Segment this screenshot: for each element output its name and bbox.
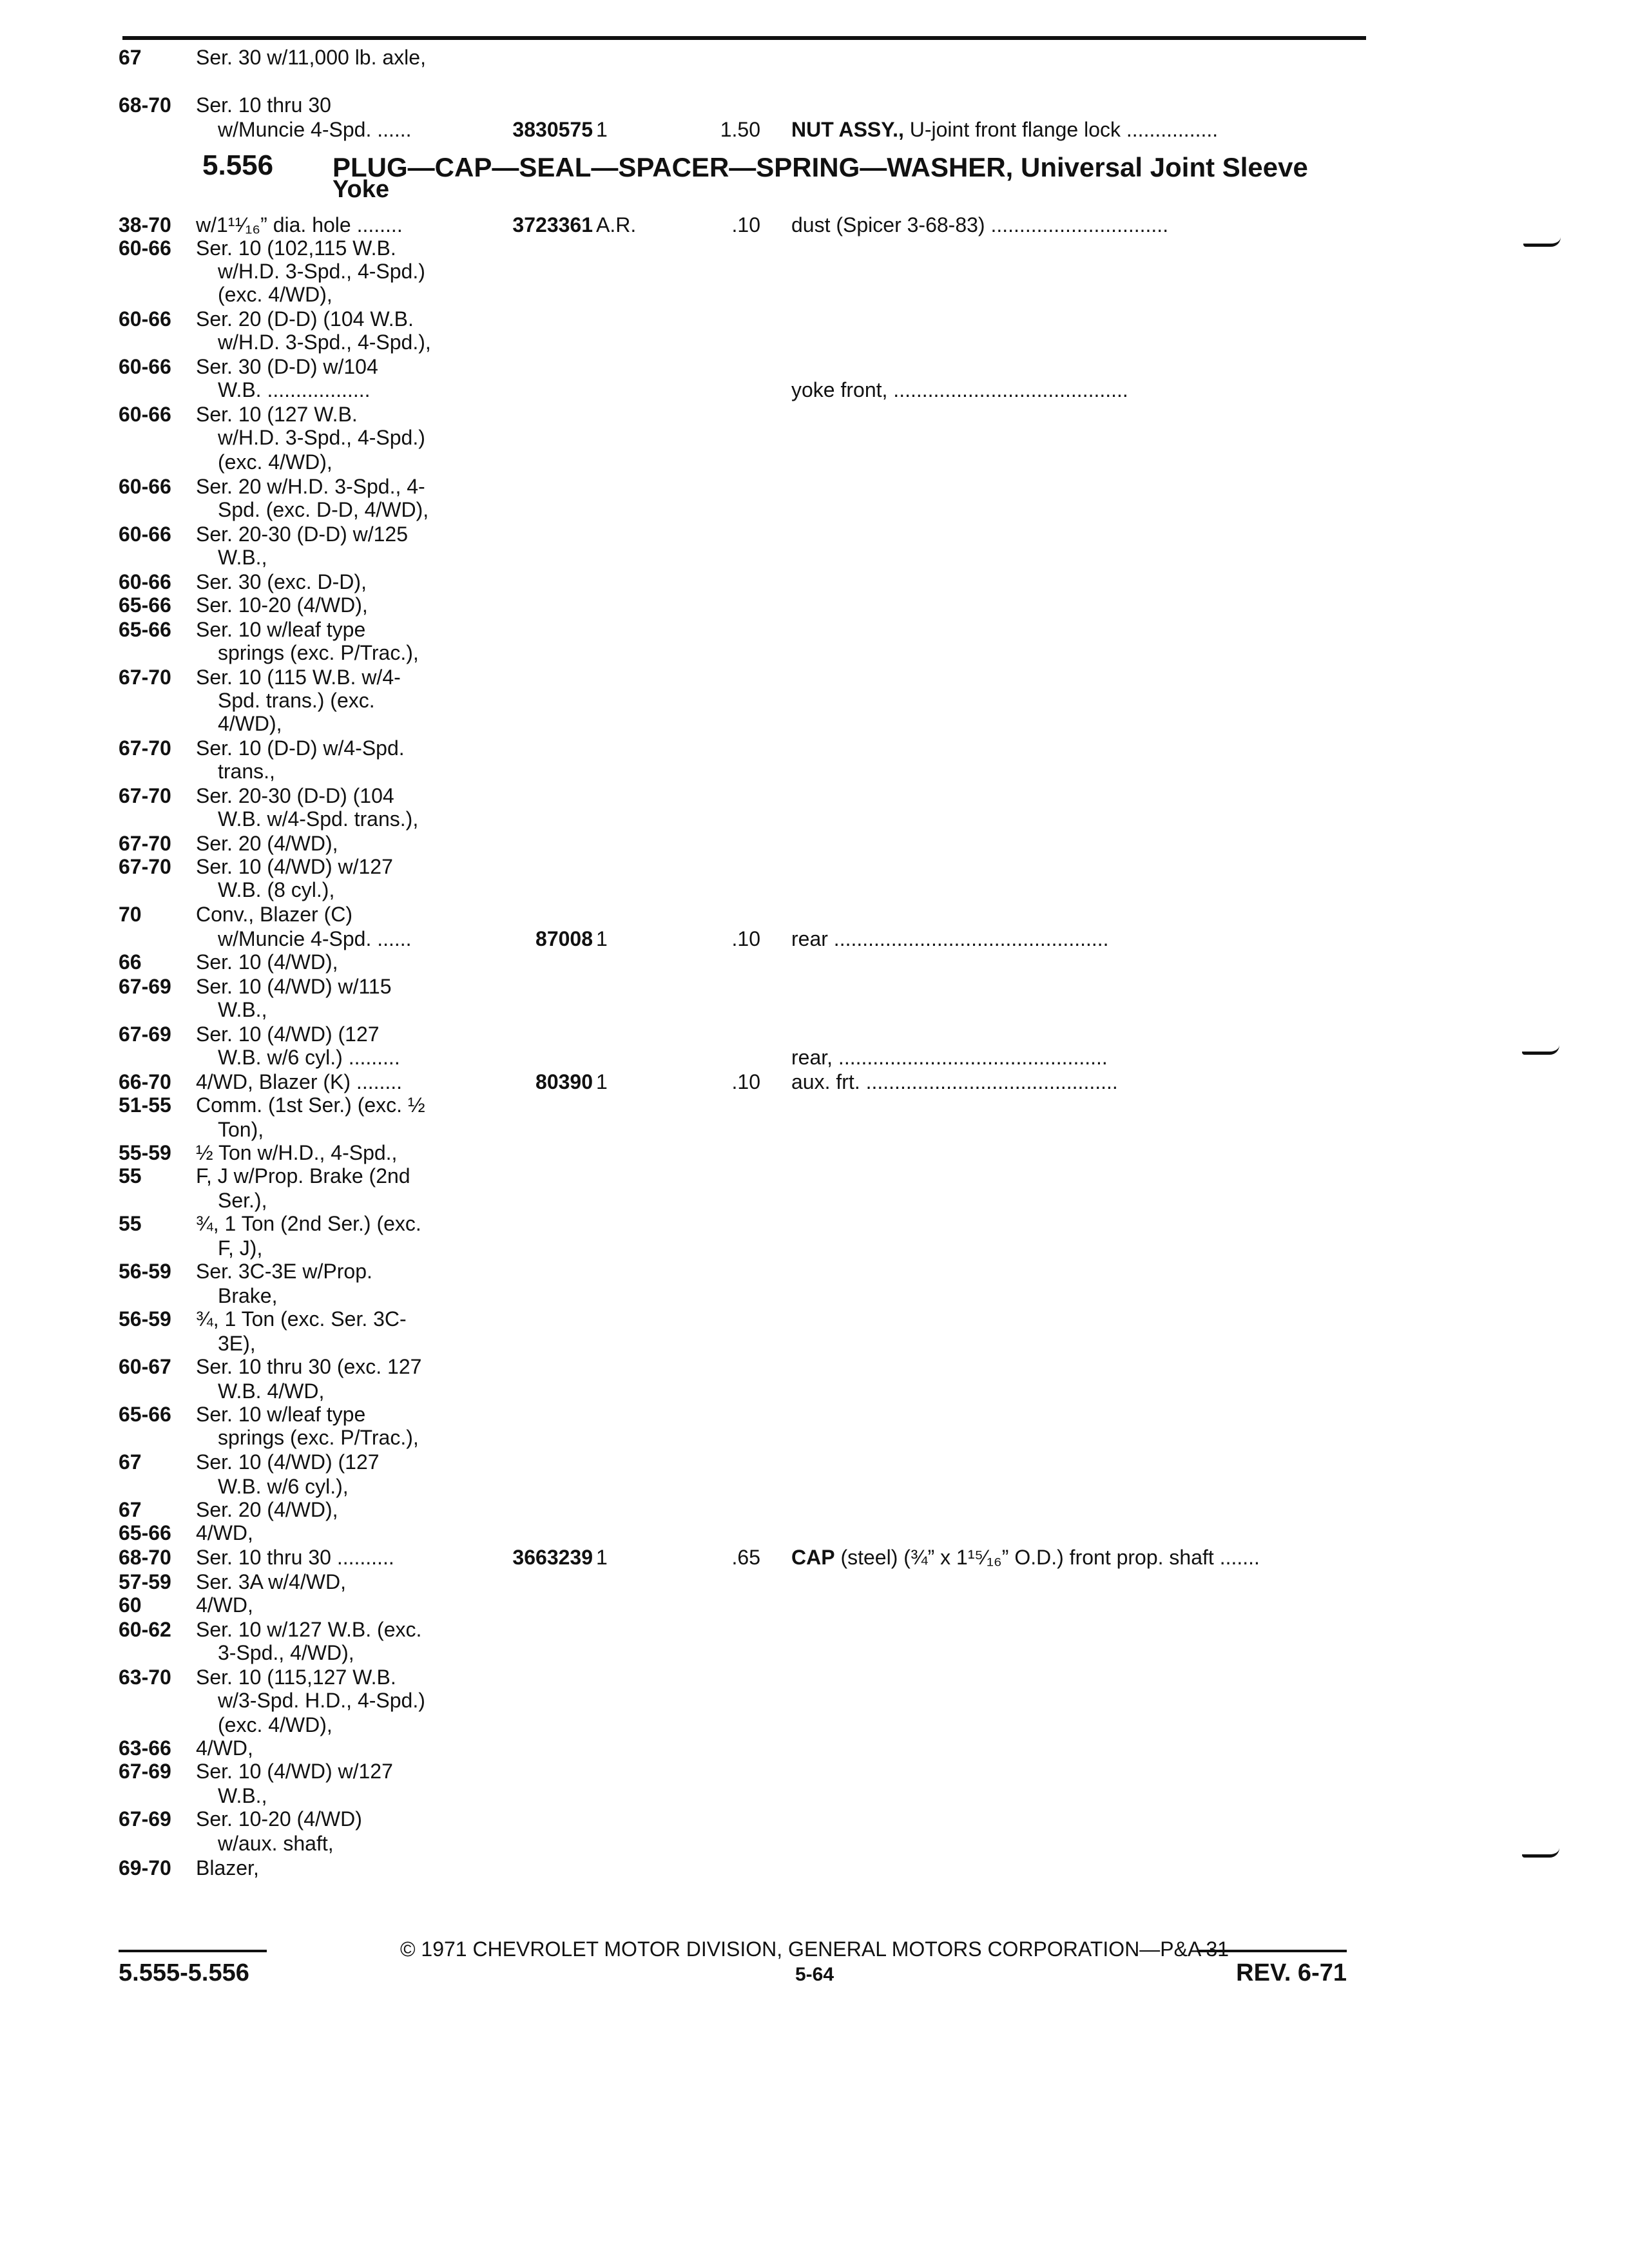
application: Ton), (218, 1118, 264, 1141)
application: w/Muncie 4-Spd. ...... (218, 118, 412, 141)
application: W.B. w/6 cyl.) ......... (218, 1046, 400, 1069)
model-year: 68-70 (119, 93, 171, 117)
list-item (0, 1640, 1629, 1665)
model-year: 55 (119, 1212, 142, 1235)
description (791, 1545, 1260, 1570)
application: Ser. 3A w/4/WD, (196, 1570, 346, 1593)
list-item (0, 1545, 1629, 1570)
section-title-continued: Yoke (333, 176, 390, 203)
price: .10 (731, 213, 760, 236)
application: Brake, (218, 1284, 278, 1307)
description (791, 378, 1128, 402)
model-year: 66-70 (119, 1070, 171, 1093)
application: (exc. 4/WD), (218, 283, 333, 306)
application: Ser. 10 (4/WD), (196, 950, 338, 974)
application: Ser. 10 (102,115 W.B. (196, 236, 396, 260)
quantity: 1 (596, 118, 608, 141)
model-year: 60-66 (119, 523, 171, 546)
application: 4/WD, (196, 1593, 253, 1617)
application: ½ Ton w/H.D., 4-Spd., (196, 1141, 398, 1164)
application: W.B. 4/WD, (218, 1379, 325, 1403)
application: springs (exc. P/Trac.), (218, 641, 419, 664)
model-year: 60-66 (119, 475, 171, 498)
part-number: 87008 (535, 927, 593, 950)
model-year: 67 (119, 1450, 142, 1474)
model-year: 56-59 (119, 1307, 171, 1331)
list-item (0, 45, 1629, 70)
list-item (0, 1856, 1629, 1880)
list-item (0, 1236, 1629, 1260)
description (791, 117, 1218, 142)
application: 4/WD, (196, 1736, 253, 1760)
list-item (0, 1331, 1629, 1356)
application: Ser.), (218, 1189, 267, 1212)
application: w/aux. shaft, (218, 1832, 334, 1855)
application: (exc. 4/WD), (218, 450, 333, 474)
model-year: 67-70 (119, 736, 171, 760)
list-item (0, 1117, 1629, 1142)
application: Ser. 10 (115,127 W.B. (196, 1666, 396, 1689)
application: W.B. w/4-Spd. trans.), (218, 807, 419, 831)
application: Ser. 10 (4/WD) w/127 (196, 1760, 393, 1783)
list-item (0, 950, 1629, 974)
description (791, 927, 1109, 951)
description-text: rear, ............................................... (791, 1046, 1108, 1069)
model-year: 67-69 (119, 1760, 171, 1783)
list-item (0, 1521, 1629, 1545)
model-year: 60 (119, 1593, 142, 1617)
list-item (0, 1450, 1629, 1474)
list-item (0, 1688, 1629, 1713)
margin-mark (1523, 237, 1561, 247)
model-year: 65-66 (119, 1521, 171, 1544)
model-year: 55-59 (119, 1141, 171, 1164)
application: Ser. 10 (127 W.B. (196, 403, 358, 426)
list-item (0, 545, 1629, 570)
part-number: 3830575 (512, 118, 593, 141)
model-year: 67-70 (119, 784, 171, 807)
list-item (0, 1807, 1629, 1831)
application: W.B. (8 cyl.), (218, 878, 335, 901)
section-number: 5.556 (202, 149, 274, 181)
section-title: PLUG—CAP—SEAL—SPACER—SPRING—WASHER, Universal Joint Sleeve (333, 152, 1308, 182)
part-number: 3723361 (512, 213, 593, 236)
list-item (0, 93, 1629, 117)
application: Ser. 10 thru 30 .......... (196, 1546, 394, 1569)
part-number: 3663239 (512, 1546, 593, 1569)
footer-page-number: 5-64 (795, 1964, 834, 1985)
application: Ser. 20 (4/WD), (196, 1498, 338, 1521)
list-item (0, 1593, 1629, 1617)
list-item (0, 688, 1629, 713)
list-item (0, 213, 1629, 237)
margin-mark (1522, 1848, 1559, 1858)
list-item (0, 902, 1629, 927)
model-year: 67-69 (119, 1807, 171, 1831)
list-item (0, 974, 1629, 999)
list-item (0, 522, 1629, 546)
list-item (0, 570, 1629, 594)
list-item (0, 665, 1629, 689)
application: w/3-Spd. H.D., 4-Spd.) (218, 1689, 425, 1712)
model-year: 70 (119, 903, 142, 926)
quantity: 1 (596, 1070, 608, 1093)
list-item (0, 1570, 1629, 1594)
list-item (0, 1736, 1629, 1760)
application: Ser. 20 w/H.D. 3-Spd., 4- (196, 475, 425, 498)
list-item (0, 1474, 1629, 1499)
model-year: 38-70 (119, 213, 171, 236)
list-item (0, 759, 1629, 783)
list-item (0, 1831, 1629, 1856)
description-text: yoke front, ......................................... (791, 378, 1128, 401)
list-item (0, 354, 1629, 379)
list-item (0, 878, 1629, 902)
application: W.B., (218, 998, 267, 1021)
list-item (0, 1307, 1629, 1331)
list-item (0, 402, 1629, 427)
list-item (0, 1713, 1629, 1737)
description-text: rear ................................................ (791, 927, 1109, 950)
application: F, J), (218, 1236, 263, 1260)
application: w/H.D. 3-Spd., 4-Spd.) (218, 260, 425, 283)
application: Blazer, (196, 1856, 259, 1879)
application: W.B., (218, 1784, 267, 1807)
application: 4/WD), (218, 712, 282, 735)
application: 4/WD, (196, 1521, 253, 1544)
application: ¾, 1 Ton (exc. Ser. 3C- (196, 1307, 407, 1331)
application: Ser. 30 w/11,000 lb. axle, (196, 46, 426, 69)
list-item (0, 1283, 1629, 1308)
application: Ser. 10 (115 W.B. w/4- (196, 666, 401, 689)
list-item (0, 497, 1629, 522)
list-item (0, 1045, 1629, 1070)
application: (exc. 4/WD), (218, 1713, 333, 1736)
list-item (0, 593, 1629, 617)
list-item (0, 807, 1629, 831)
application: Ser. 30 (exc. D-D), (196, 570, 367, 593)
list-item (0, 1783, 1629, 1808)
model-year: 67-69 (119, 1023, 171, 1046)
model-year: 63-66 (119, 1736, 171, 1760)
list-item (0, 1211, 1629, 1236)
model-year: 60-66 (119, 355, 171, 378)
model-year: 51-55 (119, 1093, 171, 1117)
list-item (0, 450, 1629, 474)
list-item (0, 1070, 1629, 1094)
model-year: 60-66 (119, 570, 171, 593)
model-year: 65-66 (119, 618, 171, 641)
application: 4/WD, Blazer (K) ........ (196, 1070, 403, 1093)
list-item (0, 474, 1629, 499)
application: W.B. w/6 cyl.), (218, 1475, 349, 1498)
model-year: 68-70 (119, 1546, 171, 1569)
application: Ser. 10 w/leaf type (196, 1403, 366, 1426)
list-item (0, 1164, 1629, 1188)
model-year: 60-66 (119, 403, 171, 426)
price: 1.50 (720, 118, 760, 141)
list-item (0, 617, 1629, 642)
list-item (0, 831, 1629, 856)
model-year: 66 (119, 950, 142, 974)
model-year: 69-70 (119, 1856, 171, 1879)
application: Ser. 10 (D-D) w/4-Spd. (196, 736, 405, 760)
list-item (0, 1022, 1629, 1046)
top-rule (122, 36, 1366, 40)
description (791, 213, 1168, 237)
model-year: 67 (119, 1498, 142, 1521)
list-item (0, 236, 1629, 260)
application: Ser. 10 (4/WD) w/115 (196, 975, 392, 998)
application: Ser. 10 (4/WD) (127 (196, 1450, 380, 1474)
application: Conv., Blazer (C) (196, 903, 353, 926)
footer-copyright: © 1971 CHEVROLET MOTOR DIVISION, GENERAL MOTORS CORPORATION—P&A 31 (400, 1937, 1229, 1961)
list-item (0, 1188, 1629, 1213)
list-item (0, 1617, 1629, 1642)
model-year: 67-70 (119, 832, 171, 855)
application: w/Muncie 4-Spd. ...... (218, 927, 412, 950)
model-year: 67-70 (119, 855, 171, 878)
part-name: CAP (791, 1546, 835, 1569)
application: Ser. 10 w/127 W.B. (exc. (196, 1618, 422, 1641)
application: Spd. trans.) (exc. (218, 689, 375, 712)
model-year: 63-70 (119, 1666, 171, 1689)
list-item (0, 1425, 1629, 1450)
application: Ser. 10-20 (4/WD) (196, 1807, 362, 1831)
application: ¾, 1 Ton (2nd Ser.) (exc. (196, 1212, 421, 1235)
description (791, 1070, 1118, 1094)
model-year: 56-59 (119, 1260, 171, 1283)
quantity: 1 (596, 927, 608, 950)
application: Ser. 30 (D-D) w/104 (196, 355, 378, 378)
application: trans., (218, 760, 275, 783)
model-year: 65-66 (119, 1403, 171, 1426)
list-item (0, 711, 1629, 736)
list-item (0, 259, 1629, 284)
application: w/1¹¹⁄₁₆” dia. hole ........ (196, 213, 403, 236)
list-item (0, 997, 1629, 1022)
list-item (0, 1497, 1629, 1522)
application: Spd. (exc. D-D, 4/WD), (218, 498, 429, 521)
application: 3E), (218, 1332, 256, 1355)
model-year: 60-67 (119, 1355, 171, 1378)
model-year: 67-70 (119, 666, 171, 689)
description-text: dust (Spicer 3-68-83) ............................... (791, 213, 1169, 236)
application: Ser. 10-20 (4/WD), (196, 593, 368, 617)
margin-mark (1522, 1045, 1559, 1055)
application: Ser. 10 w/leaf type (196, 618, 366, 641)
application: Ser. 10 thru 30 (exc. 127 (196, 1355, 422, 1378)
application: Ser. 20-30 (D-D) w/125 (196, 523, 409, 546)
part-number: 80390 (535, 1070, 593, 1093)
application: Ser. 10 thru 30 (196, 93, 331, 117)
list-item (0, 927, 1629, 951)
model-year: 60-62 (119, 1618, 171, 1641)
description-text: (steel) (¾” x 1¹⁵⁄₁₆” O.D.) front prop. shaft ....... (834, 1546, 1260, 1569)
application: W.B., (218, 546, 267, 569)
list-item (0, 1402, 1629, 1427)
part-name: NUT ASSY., (791, 118, 904, 141)
description-text: aux. frt. ............................................ (791, 1070, 1118, 1093)
list-item (0, 282, 1629, 307)
model-year: 60-66 (119, 236, 171, 260)
list-item (0, 640, 1629, 665)
model-year: 60-66 (119, 307, 171, 331)
list-item (0, 1093, 1629, 1117)
model-year: 67 (119, 46, 142, 69)
list-item (0, 1759, 1629, 1783)
list-item (0, 307, 1629, 331)
application: Comm. (1st Ser.) (exc. ½ (196, 1093, 425, 1117)
price: .10 (731, 927, 760, 950)
price: .65 (731, 1546, 760, 1569)
quantity: 1 (596, 1546, 608, 1569)
list-item (0, 1665, 1629, 1689)
model-year: 67-69 (119, 975, 171, 998)
application: Ser. 20 (D-D) (104 W.B. (196, 307, 414, 331)
list-item (0, 330, 1629, 354)
footer-section-range: 5.555-5.556 (119, 1959, 249, 1986)
application: Ser. 10 (4/WD) w/127 (196, 855, 393, 878)
description-text: U-joint front flange lock ................ (903, 118, 1219, 141)
application: Ser. 20 (4/WD), (196, 832, 338, 855)
list-item (0, 1140, 1629, 1165)
list-item (0, 1259, 1629, 1283)
list-item (0, 854, 1629, 879)
list-item (0, 1379, 1629, 1403)
model-year: 57-59 (119, 1570, 171, 1593)
application: Ser. 20-30 (D-D) (104 (196, 784, 394, 807)
list-item (0, 117, 1629, 142)
application: F, J w/Prop. Brake (2nd (196, 1164, 410, 1187)
model-year: 65-66 (119, 593, 171, 617)
application: w/H.D. 3-Spd., 4-Spd.), (218, 331, 431, 354)
price: .10 (731, 1070, 760, 1093)
list-item (0, 425, 1629, 450)
model-year: 55 (119, 1164, 142, 1187)
list-item (0, 378, 1629, 402)
description (791, 1045, 1108, 1070)
application: Ser. 3C-3E w/Prop. (196, 1260, 372, 1283)
application: springs (exc. P/Trac.), (218, 1426, 419, 1449)
application: W.B. .................. (218, 378, 371, 401)
application: w/H.D. 3-Spd., 4-Spd.) (218, 426, 425, 449)
list-item (0, 736, 1629, 760)
quantity: A.R. (596, 213, 637, 236)
application: 3-Spd., 4/WD), (218, 1641, 354, 1664)
list-item (0, 1354, 1629, 1379)
footer-revision: REV. 6-71 (1236, 1959, 1347, 1986)
list-item (0, 783, 1629, 808)
application: Ser. 10 (4/WD) (127 (196, 1023, 380, 1046)
